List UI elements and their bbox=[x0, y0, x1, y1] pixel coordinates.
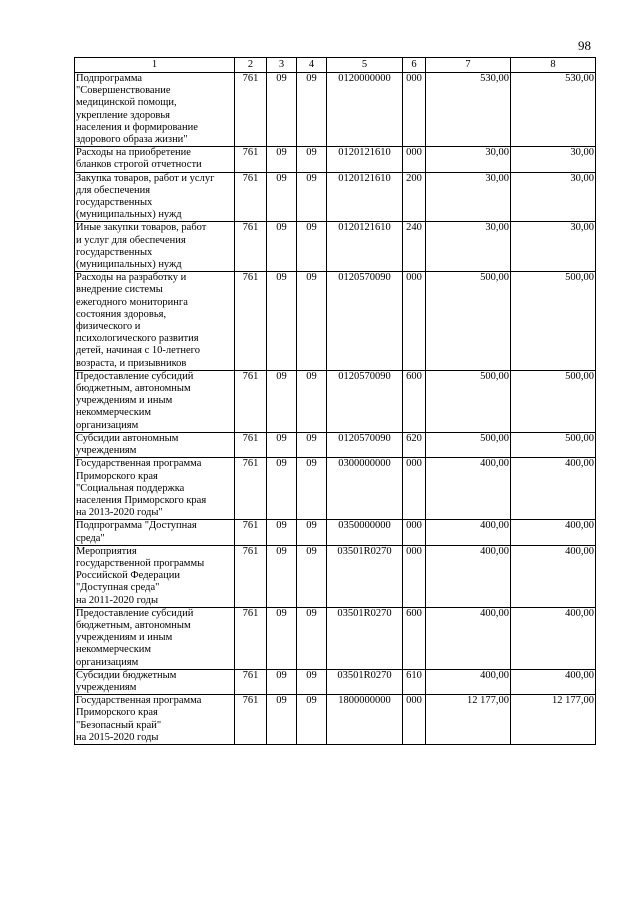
target-article-cell: 0120570090 bbox=[327, 272, 403, 371]
table-row bbox=[75, 370, 596, 432]
amount-cell: 30,00 bbox=[511, 172, 596, 222]
row-name-line: Предоставление субсидий bbox=[76, 370, 194, 382]
subsection-code-cell: 09 bbox=[297, 669, 327, 694]
ministry-code-cell: 761 bbox=[235, 545, 267, 607]
amount-cell: 30,00 bbox=[426, 147, 511, 172]
amount-cell: 400,00 bbox=[426, 520, 511, 545]
row-name-line: учреждениям и иным bbox=[76, 395, 173, 407]
amount-cell: 12 177,00 bbox=[511, 695, 596, 745]
row-name-line: учреждениям bbox=[76, 681, 137, 693]
row-name-line: организациям bbox=[76, 656, 139, 668]
subsection-code-cell: 09 bbox=[297, 520, 327, 545]
expense-type-cell: 000 bbox=[403, 147, 426, 172]
expense-type-cell: 200 bbox=[403, 172, 426, 222]
row-name-line: физического и bbox=[76, 321, 141, 333]
amount-cell: 30,00 bbox=[426, 172, 511, 222]
row-name-line: внедрение системы bbox=[76, 284, 163, 296]
row-name-line: некоммерческим bbox=[76, 407, 152, 419]
row-name-line: состояния здоровья, bbox=[76, 308, 167, 320]
table-row bbox=[75, 432, 596, 457]
table-row bbox=[75, 607, 596, 669]
ministry-code-cell: 761 bbox=[235, 370, 267, 432]
row-name-line: на 2013-2020 годы" bbox=[76, 507, 163, 519]
target-article-cell: 0120121610 bbox=[327, 147, 403, 172]
row-name-line: на 2011-2020 годы bbox=[76, 594, 159, 606]
table-row bbox=[75, 73, 596, 147]
expense-type-cell: 000 bbox=[403, 272, 426, 371]
table-row bbox=[75, 669, 596, 694]
table-row bbox=[75, 545, 596, 607]
row-name-line: некоммерческим bbox=[76, 644, 152, 656]
row-name-line: Расходы на приобретение bbox=[76, 147, 191, 159]
section-code-cell: 09 bbox=[267, 458, 297, 520]
row-name-line: Приморского края bbox=[76, 470, 158, 482]
ministry-code-cell: 761 bbox=[235, 147, 267, 172]
column-header: 7 bbox=[426, 58, 511, 73]
expense-type-cell: 600 bbox=[403, 370, 426, 432]
row-name-line: Расходы на разработку и bbox=[76, 272, 187, 284]
amount-cell: 500,00 bbox=[511, 370, 596, 432]
row-name-line: "Доступная среда" bbox=[76, 582, 160, 594]
subsection-code-cell: 09 bbox=[297, 432, 327, 457]
subsection-code-cell: 09 bbox=[297, 545, 327, 607]
target-article-cell: 0120570090 bbox=[327, 370, 403, 432]
row-name-line: Российской Федерации bbox=[76, 570, 180, 582]
amount-cell: 400,00 bbox=[511, 458, 596, 520]
subsection-code-cell: 09 bbox=[297, 458, 327, 520]
row-name-line: на 2015-2020 годы bbox=[76, 731, 159, 743]
target-article-cell: 03501R0270 bbox=[327, 545, 403, 607]
row-name-cell bbox=[75, 607, 235, 669]
expense-type-cell: 620 bbox=[403, 432, 426, 457]
row-name-line: учреждениям и иным bbox=[76, 632, 173, 644]
row-name-line: Субсидии автономным bbox=[76, 432, 179, 444]
amount-cell: 400,00 bbox=[511, 607, 596, 669]
row-name-line: Иные закупки товаров, работ bbox=[76, 222, 207, 234]
target-article-cell: 0350000000 bbox=[327, 520, 403, 545]
amount-cell: 30,00 bbox=[426, 222, 511, 272]
amount-cell: 30,00 bbox=[511, 147, 596, 172]
section-code-cell: 09 bbox=[267, 607, 297, 669]
table-row bbox=[75, 222, 596, 272]
target-article-cell: 0300000000 bbox=[327, 458, 403, 520]
section-code-cell: 09 bbox=[267, 222, 297, 272]
row-name-line: бланков строгой отчетности bbox=[76, 159, 202, 171]
expense-type-cell: 240 bbox=[403, 222, 426, 272]
row-name-cell bbox=[75, 370, 235, 432]
row-name-cell bbox=[75, 432, 235, 457]
row-name-line: государственной программы bbox=[76, 557, 205, 569]
row-name-line: "Социальная поддержка bbox=[76, 482, 185, 494]
section-code-cell: 09 bbox=[267, 272, 297, 371]
row-name-line: (муниципальных) нужд bbox=[76, 209, 182, 221]
ministry-code-cell: 761 bbox=[235, 222, 267, 272]
subsection-code-cell: 09 bbox=[297, 607, 327, 669]
row-name-line: учреждениям bbox=[76, 445, 137, 457]
column-header: 5 bbox=[327, 58, 403, 73]
row-name-line: медицинской помощи, bbox=[76, 97, 177, 109]
ministry-code-cell: 761 bbox=[235, 607, 267, 669]
row-name-cell bbox=[75, 222, 235, 272]
ministry-code-cell: 761 bbox=[235, 458, 267, 520]
row-name-cell bbox=[75, 272, 235, 371]
ministry-code-cell: 761 bbox=[235, 695, 267, 745]
table-row bbox=[75, 147, 596, 172]
expense-type-cell: 000 bbox=[403, 695, 426, 745]
table-row bbox=[75, 272, 596, 371]
amount-cell: 500,00 bbox=[426, 432, 511, 457]
column-header: 1 bbox=[75, 58, 235, 73]
row-name-cell bbox=[75, 172, 235, 222]
row-name-line: населения Приморского края bbox=[76, 494, 207, 506]
ministry-code-cell: 761 bbox=[235, 73, 267, 147]
subsection-code-cell: 09 bbox=[297, 272, 327, 371]
expense-type-cell: 600 bbox=[403, 607, 426, 669]
target-article-cell: 03501R0270 bbox=[327, 607, 403, 669]
row-name-line: Мероприятия bbox=[76, 545, 137, 557]
row-name-line: возраста, и призывников bbox=[76, 357, 187, 369]
amount-cell: 500,00 bbox=[426, 370, 511, 432]
row-name-line: организациям bbox=[76, 419, 139, 431]
row-name-cell bbox=[75, 695, 235, 745]
row-name-line: государственных bbox=[76, 246, 153, 258]
subsection-code-cell: 09 bbox=[297, 222, 327, 272]
amount-cell: 530,00 bbox=[511, 73, 596, 147]
target-article-cell: 0120000000 bbox=[327, 73, 403, 147]
subsection-code-cell: 09 bbox=[297, 695, 327, 745]
expense-type-cell: 000 bbox=[403, 458, 426, 520]
amount-cell: 400,00 bbox=[426, 545, 511, 607]
row-name-line: населения и формирование bbox=[76, 121, 198, 133]
amount-cell: 30,00 bbox=[511, 222, 596, 272]
budget-table bbox=[74, 57, 596, 745]
amount-cell: 12 177,00 bbox=[426, 695, 511, 745]
amount-cell: 400,00 bbox=[511, 520, 596, 545]
subsection-code-cell: 09 bbox=[297, 172, 327, 222]
row-name-line: и услуг для обеспечения bbox=[76, 234, 186, 246]
row-name-cell bbox=[75, 669, 235, 694]
row-name-line: психологического развития bbox=[76, 333, 199, 345]
expense-type-cell: 610 bbox=[403, 669, 426, 694]
row-name-line: Предоставление субсидий bbox=[76, 607, 194, 619]
column-header: 6 bbox=[403, 58, 426, 73]
section-code-cell: 09 bbox=[267, 545, 297, 607]
subsection-code-cell: 09 bbox=[297, 370, 327, 432]
amount-cell: 500,00 bbox=[511, 432, 596, 457]
ministry-code-cell: 761 bbox=[235, 432, 267, 457]
expense-type-cell: 000 bbox=[403, 520, 426, 545]
ministry-code-cell: 761 bbox=[235, 669, 267, 694]
row-name-line: детей, начиная с 10-летнего bbox=[76, 345, 200, 357]
row-name-line: Государственная программа bbox=[76, 695, 202, 707]
row-name-line: Подпрограмма "Доступная bbox=[76, 520, 197, 532]
row-name-cell bbox=[75, 545, 235, 607]
section-code-cell: 09 bbox=[267, 432, 297, 457]
row-name-line: ежегодного мониторинга bbox=[76, 296, 188, 308]
row-name-cell bbox=[75, 458, 235, 520]
row-name-line: "Совершенствование bbox=[76, 85, 171, 97]
section-code-cell: 09 bbox=[267, 520, 297, 545]
amount-cell: 400,00 bbox=[426, 458, 511, 520]
subsection-code-cell: 09 bbox=[297, 147, 327, 172]
row-name-line: укрепление здоровья bbox=[76, 109, 170, 121]
row-name-line: среда" bbox=[76, 532, 105, 544]
expense-type-cell: 000 bbox=[403, 545, 426, 607]
target-article-cell: 03501R0270 bbox=[327, 669, 403, 694]
section-code-cell: 09 bbox=[267, 172, 297, 222]
target-article-cell: 0120121610 bbox=[327, 172, 403, 222]
row-name-line: Приморского края bbox=[76, 707, 158, 719]
row-name-line: (муниципальных) нужд bbox=[76, 259, 182, 271]
row-name-line: для обеспечения bbox=[76, 184, 151, 196]
column-header: 2 bbox=[235, 58, 267, 73]
table-body bbox=[75, 73, 596, 745]
section-code-cell: 09 bbox=[267, 73, 297, 147]
table-row bbox=[75, 458, 596, 520]
amount-cell: 400,00 bbox=[511, 669, 596, 694]
row-name-cell bbox=[75, 73, 235, 147]
amount-cell: 500,00 bbox=[511, 272, 596, 371]
table-row bbox=[75, 695, 596, 745]
row-name-cell bbox=[75, 147, 235, 172]
amount-cell: 400,00 bbox=[426, 669, 511, 694]
ministry-code-cell: 761 bbox=[235, 272, 267, 371]
section-code-cell: 09 bbox=[267, 147, 297, 172]
table-row bbox=[75, 520, 596, 545]
amount-cell: 500,00 bbox=[426, 272, 511, 371]
row-name-line: Подпрограмма bbox=[76, 73, 143, 84]
ministry-code-cell: 761 bbox=[235, 172, 267, 222]
row-name-line: Государственная программа bbox=[76, 458, 202, 470]
amount-cell: 400,00 bbox=[511, 545, 596, 607]
row-name-line: бюджетным, автономным bbox=[76, 383, 191, 395]
subsection-code-cell: 09 bbox=[297, 73, 327, 147]
table-header-row bbox=[75, 58, 596, 73]
row-name-line: "Безопасный край" bbox=[76, 719, 162, 731]
expense-type-cell: 000 bbox=[403, 73, 426, 147]
column-header: 4 bbox=[297, 58, 327, 73]
section-code-cell: 09 bbox=[267, 695, 297, 745]
row-name-line: бюджетным, автономным bbox=[76, 619, 191, 631]
table-row bbox=[75, 172, 596, 222]
section-code-cell: 09 bbox=[267, 669, 297, 694]
target-article-cell: 0120570090 bbox=[327, 432, 403, 457]
row-name-line: Субсидии бюджетным bbox=[76, 669, 177, 681]
ministry-code-cell: 761 bbox=[235, 520, 267, 545]
target-article-cell: 0120121610 bbox=[327, 222, 403, 272]
amount-cell: 400,00 bbox=[426, 607, 511, 669]
page-number: 98 bbox=[578, 38, 591, 53]
section-code-cell: 09 bbox=[267, 370, 297, 432]
column-header: 3 bbox=[267, 58, 297, 73]
row-name-cell bbox=[75, 520, 235, 545]
target-article-cell: 1800000000 bbox=[327, 695, 403, 745]
row-name-line: Закупка товаров, работ и услуг bbox=[76, 172, 215, 184]
row-name-line: государственных bbox=[76, 197, 153, 209]
row-name-line: здорового образа жизни" bbox=[76, 134, 188, 146]
column-header: 8 bbox=[511, 58, 596, 73]
amount-cell: 530,00 bbox=[426, 73, 511, 147]
